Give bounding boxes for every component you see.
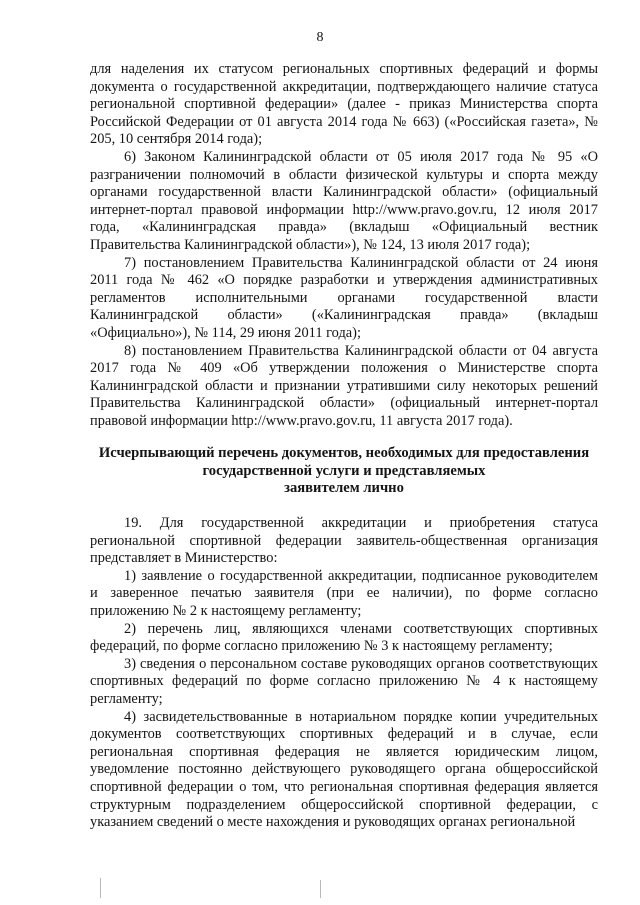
paragraph-item-8: 8) постановлением Правительства Калининградской области от 04 августа 2017 года № 409 «Об утверждении положения о Министерстве спорта Калининградской области и признании утратившими силу некоторых решений Правительства Калининградской области» (официальный интернет-портал правовой информации http://www.pravo.gov.ru, 11 августа 2017 года).	[90, 342, 598, 429]
documents-list	[90, 515, 598, 832]
paragraph-19: 19. Для государственной аккредитации и приобретения статуса региональной спортивной федерации заявитель-общественная организация представляет в Министерство:	[90, 515, 598, 567]
section-heading-line: государственной услуги и представляемых	[202, 462, 486, 479]
paragraph-item-3: 3) сведения о персональном составе руководящих органов соответствующих спортивных федераций по форме согласно приложению № 4 к настоящему регламенту;	[90, 655, 598, 707]
scan-artifact-mark	[320, 880, 321, 898]
paragraph-item-2: 2) перечень лиц, являющихся членами соответствующих спортивных федераций, по форме согласно приложению № 3 к настоящему регламенту;	[90, 620, 598, 655]
section-heading-line: заявителем лично	[284, 480, 404, 497]
paragraph-item-4: 4) засвидетельствованные в нотариальном порядке копии учредительных документов соответствующих спортивных федераций и в случае, если региональная спортивная федерация не является юридическим лицом, уведомление постоянно действующего руководящего органа общероссийской спортивной федерации о том, что региональная спортивная федерация является структурным подразделением общероссийской спортивной федерации, с указанием сведений о месте нахождения и руководящих органах региональной	[90, 708, 598, 831]
paragraph-prikaz-continuation: для наделения их статусом региональных спортивных федераций и формы документа о государственной аккредитации, подтверждающего наличие статуса региональной спортивной федерации» (далее - приказ Министерства спорта Российской Федерации от 01 августа 2014 года № 663) («Российская газета», № 205, 10 сентября 2014 года);	[90, 61, 598, 148]
section-heading-line: Исчерпывающий перечень документов, необходимых для предоставления	[98, 445, 590, 461]
legal-basis-list	[90, 61, 598, 430]
paragraph-item-6: 6) Законом Калининградской области от 05 июля 2017 года № 95 «О разграничении полномочий в области физической культуры и спорта между органами государственной власти Калининградской области» (официальный интернет-портал правовой информации http://www.pravo.gov.ru, 12 июля 2017 года, «Калининградская правда» (вкладыш «Официальный вестник Правительства Калининградской области»), № 124, 13 июля 2017 года);	[90, 148, 598, 253]
paragraph-item-1: 1) заявление о государственной аккредитации, подписанное руководителем и заверенное печатью заявителя (при ее наличии), по форме согласно приложению № 2 к настоящему регламенту;	[90, 567, 598, 619]
section-heading	[70, 445, 618, 498]
paragraph-item-7: 7) постановлением Правительства Калининградской области от 24 июня 2011 года № 462 «О порядке разработки и утверждения административных регламентов исполнительными органами государственной власти Калининградской области» («Калининградская правда» (вкладыш «Официально»), № 114, 29 июня 2011 года);	[90, 254, 598, 341]
scan-artifact-mark	[100, 878, 101, 898]
page-number: 8	[316, 30, 324, 45]
